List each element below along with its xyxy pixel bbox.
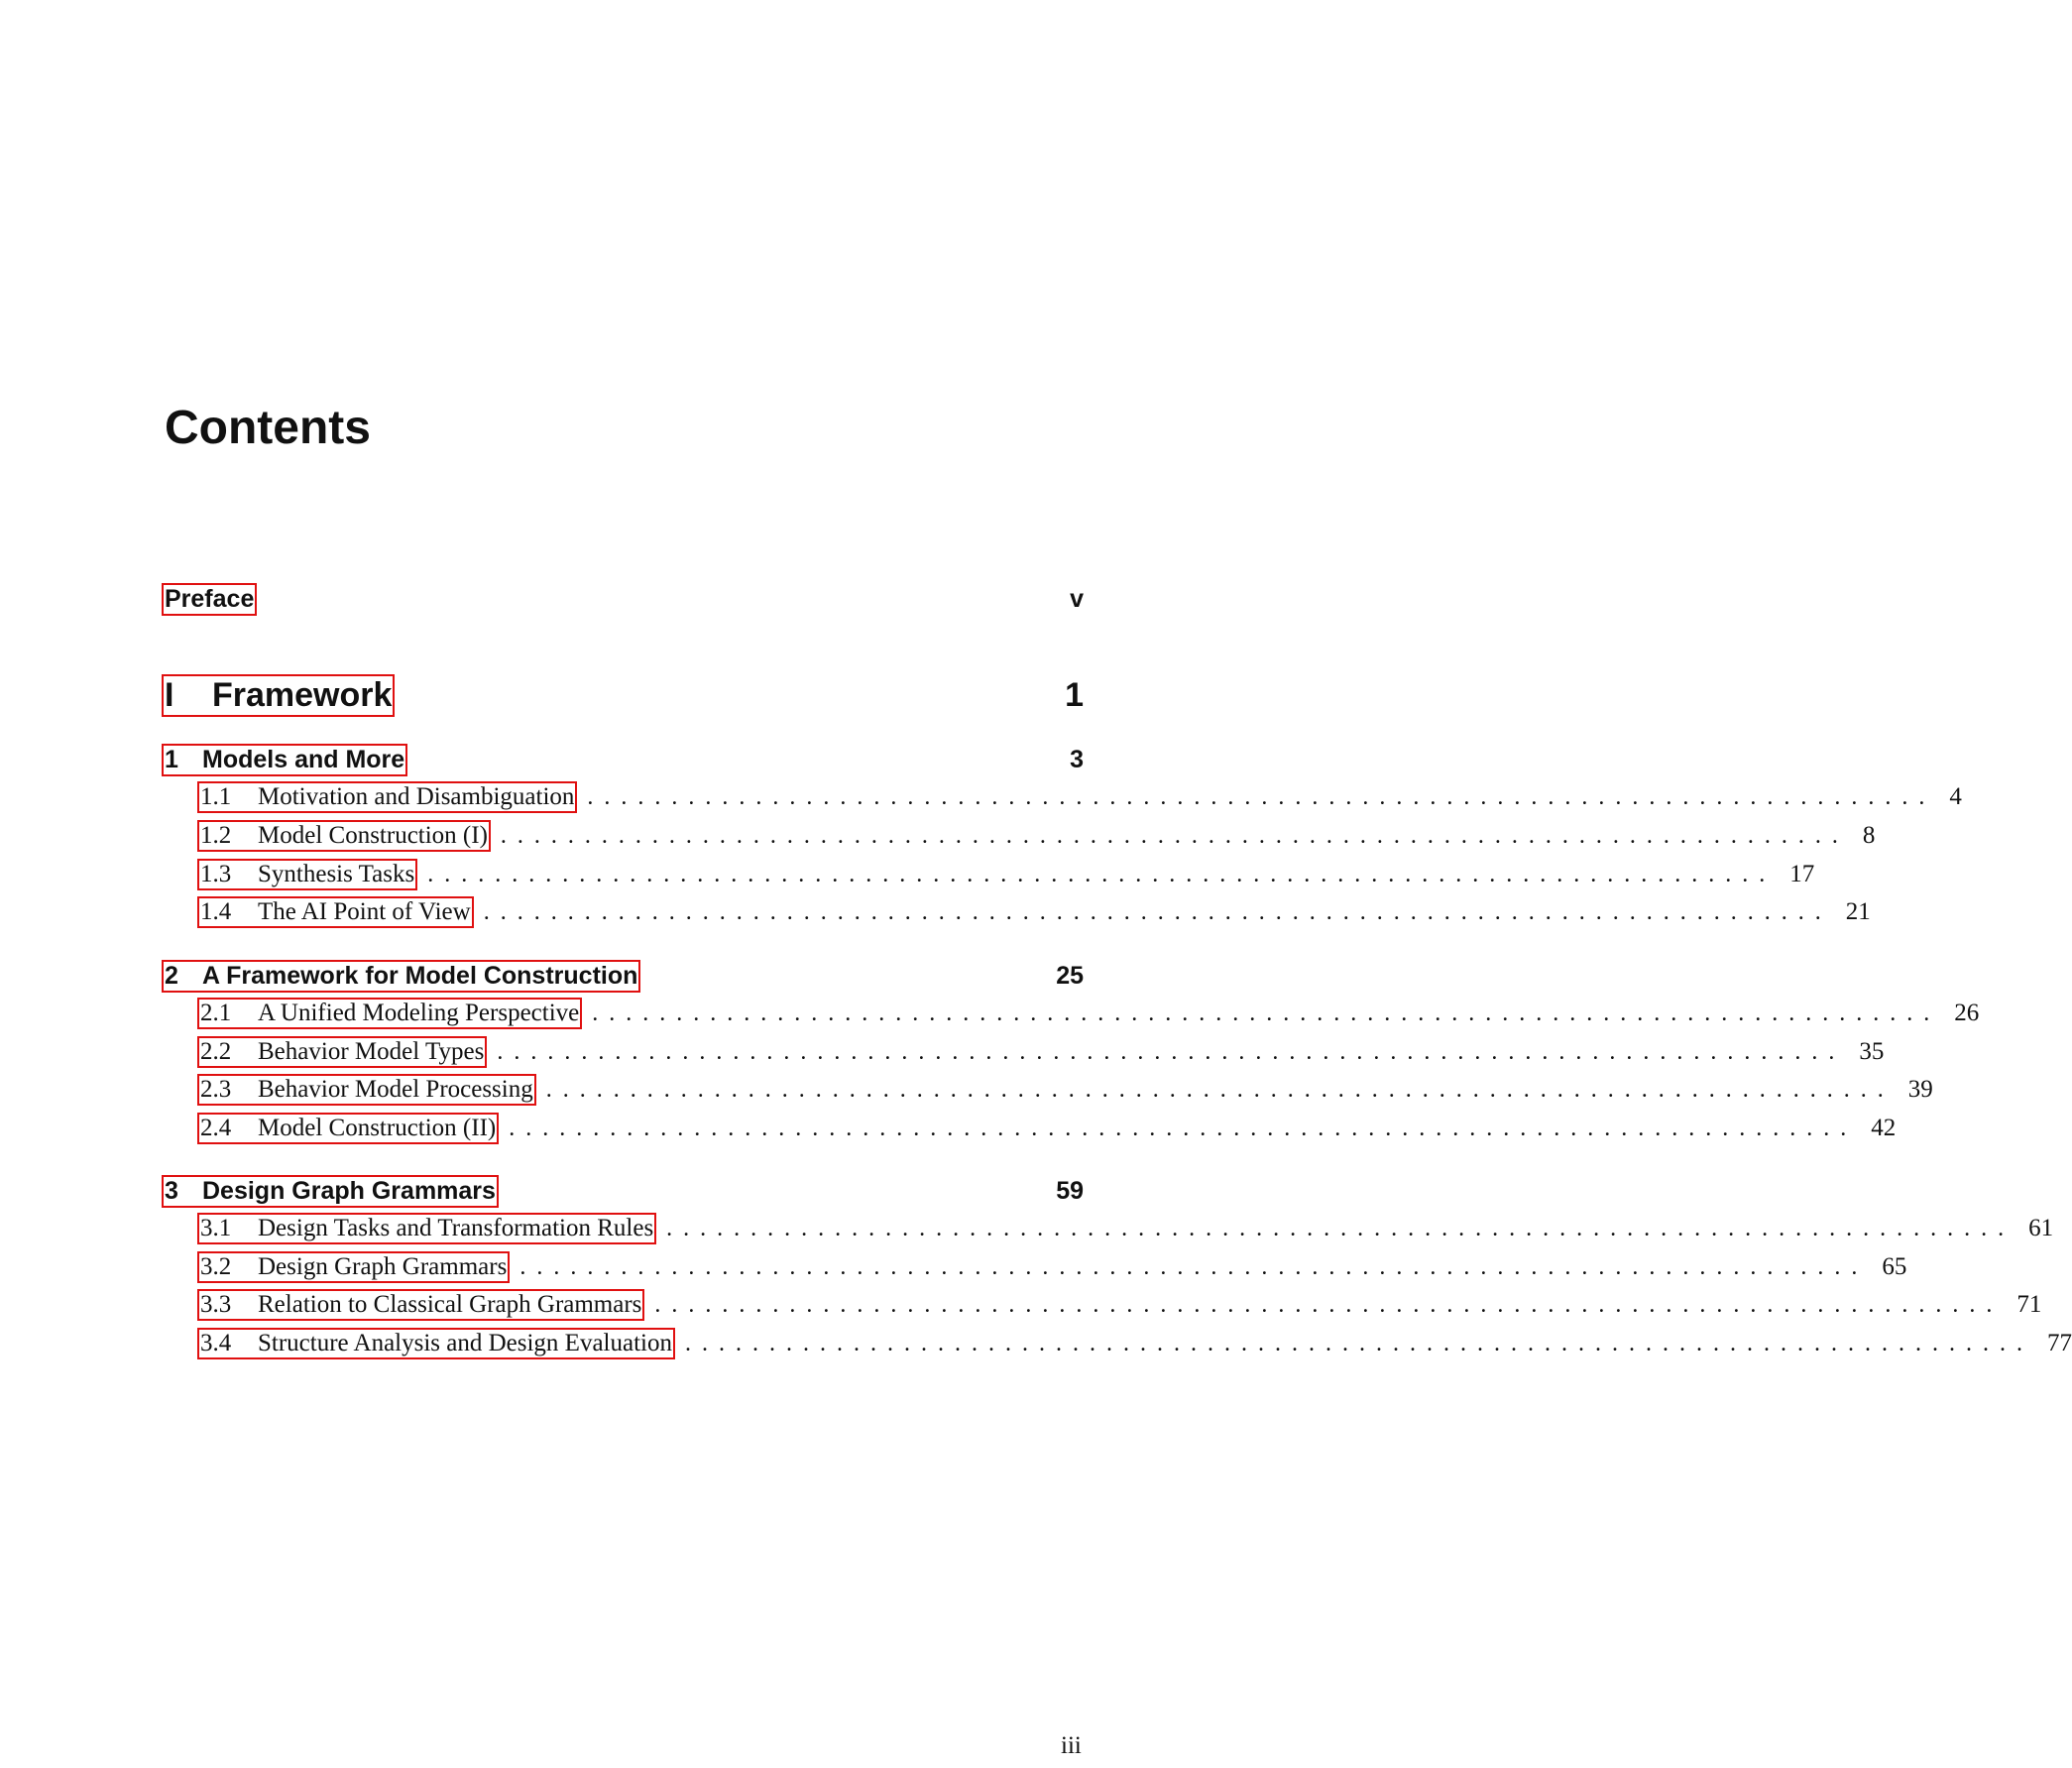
toc-entry-chapter [165, 744, 1084, 776]
toc-page: 39 [1907, 1076, 1933, 1103]
toc-label: A Framework for Model Construction [202, 962, 638, 990]
toc-link-section[interactable] [197, 896, 474, 928]
dot-leader: ................................................................................ [497, 1039, 1846, 1065]
toc-label: Behavior Model Processing [258, 1076, 533, 1103]
toc-page: 59 [1056, 1177, 1084, 1205]
toc-number: 2.2 [200, 1038, 232, 1065]
dot-leader: ................................................................................ [592, 1001, 1941, 1026]
toc-link-section[interactable] [197, 859, 417, 890]
page-title: Contents [165, 402, 371, 454]
toc-number: 2 [165, 962, 178, 990]
toc-link-preface[interactable] [162, 583, 257, 616]
toc-label: Design Graph Grammars [202, 1177, 496, 1205]
toc-link-section[interactable] [197, 1251, 510, 1283]
toc-page: 25 [1056, 962, 1084, 990]
toc-label: The AI Point of View [258, 898, 471, 925]
toc-link-chapter[interactable] [162, 1175, 499, 1208]
toc-page: 35 [1859, 1038, 1885, 1065]
dot-leader: ................................................................................ [500, 823, 1849, 849]
toc-entry-section [200, 1213, 2054, 1244]
toc-entry-preface [165, 583, 1084, 616]
toc-page: 4 [1949, 783, 1962, 810]
toc-number: I [165, 676, 174, 714]
dot-leader: ................................................................................ [654, 1292, 2004, 1318]
toc-page: 3 [1070, 746, 1084, 773]
toc-page: 17 [1789, 861, 1815, 887]
toc-number: 2.1 [200, 1000, 232, 1026]
toc-label: Behavior Model Types [258, 1038, 485, 1065]
toc-number: 1.4 [200, 898, 232, 925]
toc-link-section[interactable] [197, 1113, 499, 1144]
dot-leader: ................................................................................ [483, 899, 1832, 925]
toc-number: 3 [165, 1177, 178, 1205]
toc-link-part[interactable] [162, 674, 395, 717]
dot-leader: ................................................................................ [509, 1116, 1858, 1141]
toc-label: Design Graph Grammars [258, 1253, 508, 1280]
toc-label: Design Tasks and Transformation Rules [258, 1215, 654, 1241]
toc-entry-section [200, 859, 1815, 890]
toc-label: Synthesis Tasks [258, 861, 415, 887]
toc-entry-section [200, 781, 1962, 813]
toc-label: Preface [165, 585, 255, 613]
toc-entry-part [165, 674, 1084, 717]
toc-label: Relation to Classical Graph Grammars [258, 1291, 642, 1318]
toc-link-section[interactable] [197, 1328, 675, 1359]
toc-link-chapter[interactable] [162, 960, 640, 993]
toc-entry-section [200, 1036, 1885, 1068]
dot-leader: ................................................................................ [666, 1216, 2015, 1241]
toc-number: 2.3 [200, 1076, 232, 1103]
page-number: iii [1061, 1732, 1082, 1759]
toc-link-section[interactable] [197, 1074, 536, 1106]
toc-page: 8 [1862, 822, 1876, 849]
toc-entry-section [200, 998, 1980, 1029]
toc-page: 65 [1882, 1253, 1907, 1280]
dot-leader: ................................................................................ [684, 1331, 2033, 1356]
toc-entry-section [200, 1113, 1897, 1144]
toc-label: Structure Analysis and Design Evaluation [258, 1330, 672, 1356]
toc-page: v [1070, 585, 1084, 613]
dot-leader: ................................................................................ [519, 1254, 1869, 1280]
toc-page: 1 [1065, 676, 1084, 714]
toc-number: 2.4 [200, 1115, 232, 1141]
toc-number: 1 [165, 746, 178, 773]
toc-label: A Unified Modeling Perspective [258, 1000, 580, 1026]
toc-link-section[interactable] [197, 1036, 487, 1068]
dot-leader: ................................................................................ [587, 784, 1936, 810]
toc-label: Framework [212, 676, 393, 714]
dot-leader: ................................................................................ [427, 862, 1777, 887]
toc-link-chapter[interactable] [162, 744, 407, 776]
toc-page: 26 [1954, 1000, 1980, 1026]
toc-link-section[interactable] [197, 820, 491, 852]
toc-entry-section [200, 1074, 1933, 1106]
toc-label: Motivation and Disambiguation [258, 783, 575, 810]
toc-entry-chapter [165, 1175, 1084, 1208]
toc-entry-section [200, 1289, 2042, 1321]
toc-link-section[interactable] [197, 781, 577, 813]
toc-number: 1.3 [200, 861, 232, 887]
toc-entry-section [200, 820, 1876, 852]
toc-number: 3.3 [200, 1291, 232, 1318]
toc-page: 61 [2028, 1215, 2054, 1241]
toc-entry-section [200, 896, 1871, 928]
toc-page: 77 [2046, 1330, 2072, 1356]
toc-entry-chapter [165, 960, 1084, 993]
toc-entry-section [200, 1251, 1907, 1283]
dot-leader: ................................................................................ [545, 1077, 1895, 1103]
toc-entry-section [200, 1328, 2072, 1359]
toc-number: 3.1 [200, 1215, 232, 1241]
toc-label: Models and More [202, 746, 405, 773]
toc-label: Model Construction (I) [258, 822, 488, 849]
toc-label: Model Construction (II) [258, 1115, 497, 1141]
toc-link-section[interactable] [197, 1289, 644, 1321]
toc-number: 1.1 [200, 783, 232, 810]
toc-link-section[interactable] [197, 998, 582, 1029]
toc-number: 3.4 [200, 1330, 232, 1356]
toc-page: 42 [1871, 1115, 1897, 1141]
toc-link-section[interactable] [197, 1213, 656, 1244]
toc-number: 1.2 [200, 822, 232, 849]
toc-page: 21 [1845, 898, 1871, 925]
toc-page: 71 [2016, 1291, 2042, 1318]
toc-number: 3.2 [200, 1253, 232, 1280]
